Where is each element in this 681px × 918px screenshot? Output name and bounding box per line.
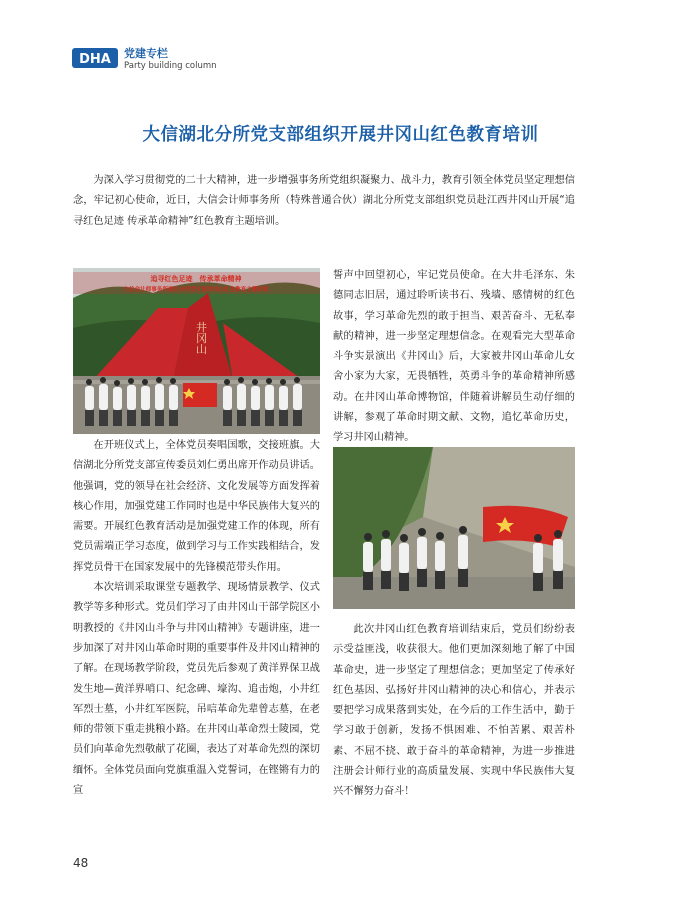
banner-line-2: 大信会计师事务所湖北分所党支部井冈山红色教育主题培训 — [123, 287, 269, 293]
right-column-bottom — [333, 620, 575, 803]
left-column — [73, 436, 320, 801]
group-photo-monument — [73, 268, 320, 434]
flag-ceremony-photo — [333, 447, 575, 609]
left-paragraph-2: 本次培训采取课堂专题教学、现场情景教学、仪式教学等多种形式。党员们学习了由井冈山干部学院区小明教授的《井冈山斗争与井冈山精神》专题讲座，进一步加深了对井冈山革命时期的重要事件及井冈山精神的了解。在现场教学阶段，党员先后参观了黄洋界保卫战发生地—黄洋界哨口、纪念碑、壕沟、追击炮，小井红军烈士墓，小井红军医院，吊唁革命先辈曾志墓，在老师的带领下重走挑粮小路。在井冈山革命烈士陵园，党员们向革命先烈敬献了花圈，表达了对革命先烈的深切缅怀。全体党员面向党旗重温入党誓词，在铿锵有力的宣 — [73, 582, 320, 797]
logo-text: DHA — [79, 52, 111, 67]
page-number: 48 — [73, 856, 89, 870]
article-title: 大信湖北分所党支部组织开展井冈山红色教育培训 — [142, 125, 539, 145]
section-label — [124, 47, 217, 72]
section-title-en: Party building column — [124, 61, 217, 71]
dha-logo — [72, 47, 118, 69]
right-paragraph-2: 此次井冈山红色教育培训结束后，党员们纷纷表示受益匪浅，收获很大。他们更加深刻地了解了中国革命史，进一步坚定了理想信念；更加坚定了传承好红色基因、弘扬好井冈山精神的决心和信心，并表示要把学习成果落到实处，在今后的工作生活中，勤于学习敢于创新，发扬不惧困难、不怕苦累、艰苦朴素、不屈不挠、敢于奋斗的革命精神，为进一步推进注册会计师行业的高质量发展、实现中华民族伟大复兴不懈努力奋斗！ — [333, 624, 575, 798]
right-column-top — [333, 266, 575, 449]
article-intro — [73, 171, 575, 232]
left-paragraph-1: 在开班仪式上，全体党员奏唱国歌，交接班旗。大信湖北分所党支部宣传委员刘仁勇出席开作动员讲话。他强调，党的领导在社会经济、文化发展等方面发挥着核心作用，加强党建工作同时也是中华民族伟大复兴的需要。开展红色教育活动是加强党建工作的体现，所有党员需端正学习态度，做到学习与工作实践相结合，发挥党员骨干在国家发展中的先锋模范带头作用。 — [73, 440, 320, 573]
banner-line-1: 追寻红色足迹 传承革命精神 — [150, 275, 242, 283]
intro-paragraph: 为深入学习贯彻党的二十大精神，进一步增强事务所党组织凝聚力、战斗力，教育引领全体党员坚定理想信念，牢记初心使命，近日，大信会计师事务所（特殊普通合伙）湖北分所党支部组织党员赴江西井冈山开展“追寻红色足迹 传承革命精神”红色教育主题培训。 — [73, 175, 575, 227]
monument-inscription: 井冈山 — [194, 321, 208, 355]
right-paragraph-1: 誓声中回望初心，牢记党员使命。在大井毛泽东、朱德同志旧居，通过聆听读书石、残墙、感情树的红色故事，学习革命先烈的敢于担当、艰苦奋斗、无私奉献的精神，进一步坚定理想信念。在观看完大型革命斗争实景演出《井冈山》后，大家被井冈山革命儿女舍小家为大家，无畏牺牲，英勇斗争的革命精神所感动。在井冈山革命博物馆，伴随着讲解员生动仔细的讲解，参观了革命时期文献、文物，追忆革命历史，学习井冈山精神。 — [333, 270, 575, 444]
section-title-cn: 党建专栏 — [124, 47, 168, 60]
